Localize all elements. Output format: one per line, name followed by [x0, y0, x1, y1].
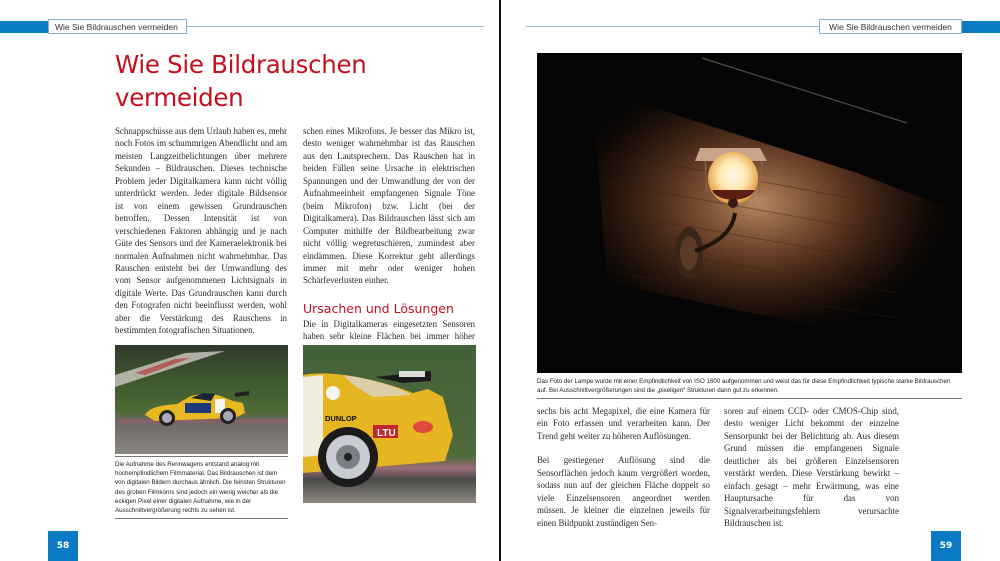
paragraph: Schnappschüsse aus dem Urlaub haben es, mehr noch Fotos im schummrigen Abendlicht und am meisten Langzeitbelichtungen über mehrere Sekunden – Bildrauschen. Dieses technische Problem jeder Digitalkamera kann nicht völlig unterdrückt werden. Jeder digitale Bildsensor ist von einem gewissen Grundrauschen betroffen. Dessen Intensität ist von verschiedenen Faktoren abhängig und je nach Güte des Sensors und der Kameraelektronik bei normalen Aufnahmen nicht wahrnehmbar. Das Rauschen entsteht bei der Umwandlung des vom Sensor aufgenommenen Lichtsignals in digitale Werte. Das Grundrauschen kann durch den Fotografen nicht beeinflusst werden, wohl aber die Verstärkung des Rauschens in bestimmten fotografischen Situationen. — [115, 126, 287, 336]
page-title — [115, 48, 367, 114]
running-header-left: Wie Sie Bildrauschen vermeiden — [48, 19, 187, 34]
decal-text-ltu: LTU — [377, 428, 396, 439]
header-accent-bar — [962, 21, 1000, 33]
car-detail-image — [303, 345, 476, 503]
car-detail-photo — [303, 345, 476, 503]
paragraph: Bei gestiegener Auflösung sind die Sensorflächen jedoch kaum vergrößert worden, sodass nun auf der gleichen Fläche doppelt so viele Einzelsensoren angeordnet werden müssen. Je kleiner die einzelnen jeweils für einen Bildpunkt zuständigen Sen- — [537, 455, 710, 528]
title-line-2: vermeiden — [115, 83, 244, 112]
dunlop-decal — [325, 414, 357, 423]
page-number-right: 59 — [931, 531, 961, 561]
decal-text-dunlop: DUNLOP — [325, 414, 357, 423]
paragraph: soren auf einem CCD- oder CMOS-Chip sind, desto weniger Licht bekommt der einzelne Sensorpunkt bei der Belichtung ab. Aus diesem Grund müssen die empfangenen Signale deutlicher als bei größeren Einzelsensoren verstärkt werden. Diese Verstärkung bewirkt – einfach gesagt – mehr Erwärmung, was eine Hauptursache für das von Signalverarbeitungsfehlern verursachte Bildrauschen ist. — [724, 406, 899, 529]
text-column-2 — [724, 405, 899, 530]
header-accent-bar — [0, 21, 48, 33]
paragraph: schen eines Mikrofons. Je besser das Mikro ist, desto weniger wahrnehmbar ist das Rauschen aus den Lautsprechern. Das Rauschen hat in beiden Fällen seine Ursache in elektrischen Spannungen und der Umwandlung der von der Aufnahmeeinheit empfangenen Signale Töne (beim Mikrofon) bzw. Licht (bei der Digitalkamera). Das Bildrauschen lässt sich am Computer mithilfe der Bildbearbeitung zwar nicht völlig wegretuschieren, zumindest aber eindämmen. Diese Korrektur geht allerdings immer mit mehr oder weniger hohen Schärfeverlusten einher. — [303, 126, 475, 286]
section-heading: Ursachen und Lösungen — [303, 300, 454, 316]
ltu-decal — [373, 425, 398, 439]
race-car-caption: Die Aufnahme des Rennwagens entstand analog mit hochempfindlichem Filmmaterial. Das Bildrauschen ist dem von digitalen Bildern durchaus ähnlich. Die feinsten Strukturen des groben Filmkorns sind jedoch ein wenig weicher als die eckigen Pixel einer digitalen Aufnahme, wie in der Ausschnittvergrößerung rechts zu sehen ist. — [115, 456, 288, 519]
running-header-right: Wie Sie Bildrauschen vermeiden — [819, 19, 962, 34]
page-number-left: 58 — [48, 531, 78, 561]
race-car-image — [115, 345, 288, 454]
lamp-image — [537, 53, 962, 373]
race-car-photo — [115, 345, 288, 454]
paragraph: sechs bis acht Megapixel, die eine Kamera für ein Foto erfassen und verarbeiten kann. Der Trend geht weiter zu höheren Auflösungen. — [537, 406, 710, 441]
text-column-1 — [537, 405, 710, 529]
paragraph: Die in Digitalkameras eingesetzten Sensoren haben sehr kleine Flächen bei immer höher — [303, 318, 475, 342]
header-rule-left — [187, 26, 484, 27]
lamp-photo — [537, 53, 962, 373]
right-page — [501, 0, 1000, 561]
title-line-1: Wie Sie Bildrauschen — [115, 50, 367, 79]
lamp-caption: Das Foto der Lampe wurde mit einer Empfindlichkeit von ISO 1600 aufgenommen und weist das für diese Empfindlichkeit typische starke Bildrauschen auf. Bei Ausschnittvergrößerungen sind die „pixeligen“ Strukturen dann gut zu erkennen. — [537, 374, 962, 399]
header-rule-right — [526, 26, 819, 27]
